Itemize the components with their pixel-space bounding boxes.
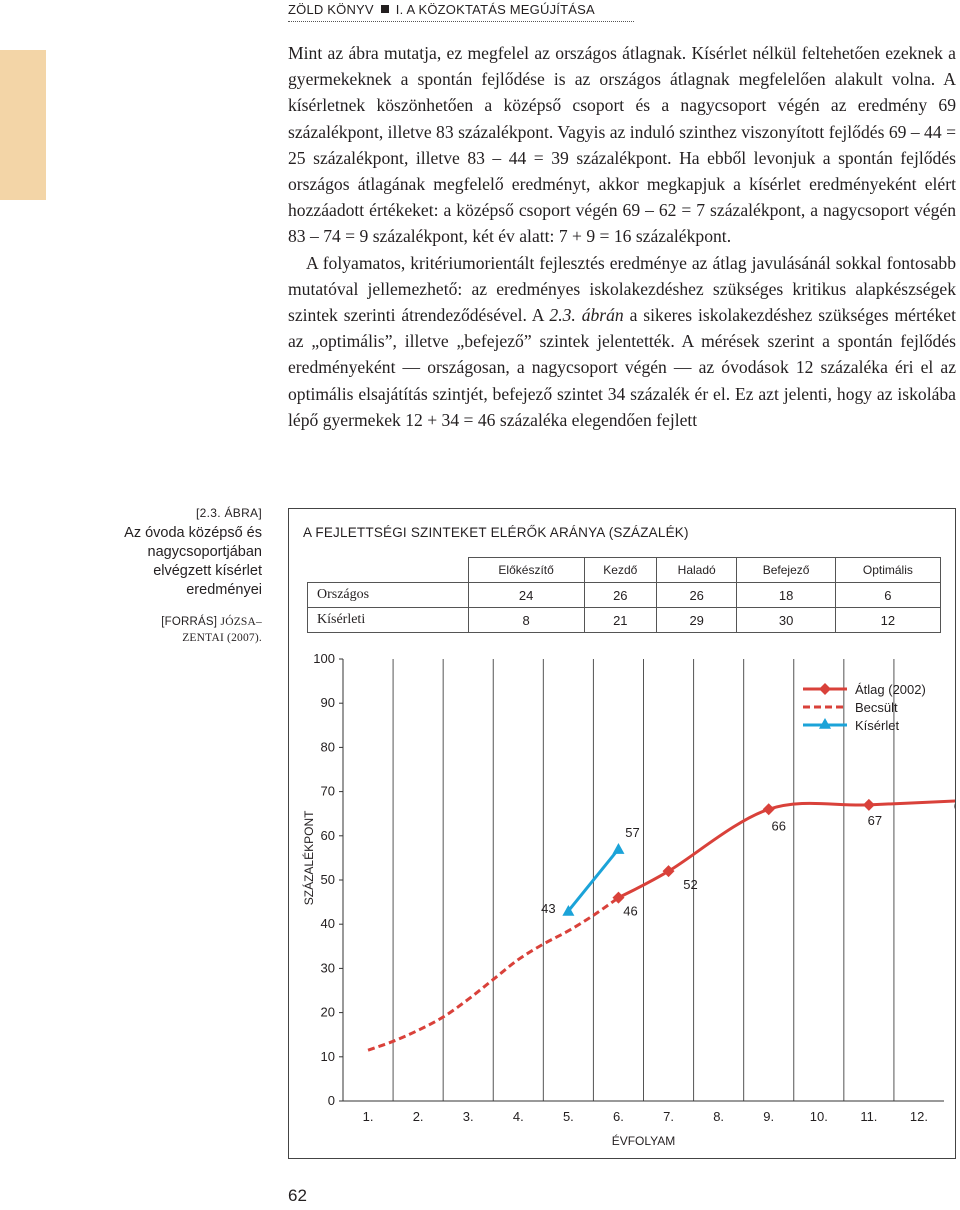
side-tab-marker	[0, 50, 46, 200]
table-cell: 24	[468, 583, 584, 608]
figure-box	[288, 508, 956, 1159]
x-tick-label: 10.	[809, 1109, 828, 1124]
table-row-label: Kísérleti	[308, 608, 469, 633]
y-tick-label: 40	[320, 916, 335, 932]
table-cell: 21	[584, 608, 656, 633]
paragraph-2-text-end: a sikeres iskolakezdéshez szükséges mértéket az „optimális”, illetve „befejező” szintek jelentették. A mérések szerint a spontán fejlődés eredményeként — országosan, a nagycsoport végén — az óvodások 12 százaléka éri el az optimális elsajátítás szintjét, befejező szintet 34 százalék ér el. Ez azt jelenti, hogy az iskolába lépő gyermekek 12 + 34 = 46 százaléka elegendően fejlett	[288, 305, 956, 430]
table-cell: 18	[737, 583, 835, 608]
paragraph-2	[288, 250, 956, 433]
source-label: [FORRÁS]	[161, 616, 218, 628]
table-cell: 26	[656, 583, 736, 608]
table-cell: 8	[468, 608, 584, 633]
table-cell: 29	[656, 608, 736, 633]
y-tick-label: 0	[327, 1093, 335, 1108]
levels-table	[307, 557, 941, 633]
y-tick-label: 60	[320, 827, 335, 843]
x-tick-label: 3.	[462, 1109, 474, 1124]
y-tick-label: 80	[320, 739, 335, 755]
line-chart	[289, 639, 955, 1154]
square-bullet-icon	[381, 5, 389, 13]
data-label-atlag: 52	[683, 877, 698, 893]
data-label-atlag: 67	[867, 812, 883, 828]
table-header-cell: Befejező	[737, 558, 835, 583]
table-row-label: Országos	[308, 583, 469, 608]
legend-marker-kiserlet	[819, 718, 831, 729]
y-tick-label: 100	[313, 651, 335, 666]
y-tick-label: 30	[320, 960, 335, 976]
legend-label-kiserlet: Kísérlet	[855, 718, 900, 733]
paragraph-2-text: A folyamatos, kritériumorientált fejlesztés eredménye az átlag javulásánál sokkal fontosabb mutatóval jellemezhető: az eredményes iskolakezdéshez szükséges kritikus alapkészségek szintek szerinti átrendeződésével. A	[288, 252, 956, 326]
y-tick-label: 20	[320, 1004, 335, 1020]
figure-number: [2.3. ÁBRA]	[196, 506, 262, 520]
data-point-atlag	[863, 799, 875, 811]
table-row	[308, 583, 941, 608]
figure-title: A FEJLETTSÉGI SZINTEKET ELÉRŐK ARÁNYA (SZÁZALÉK)	[303, 525, 689, 540]
y-axis-title: SZÁZALÉKPONT	[302, 810, 316, 906]
x-tick-label: 7.	[663, 1109, 674, 1124]
body-text	[288, 40, 956, 433]
table-cell: 30	[737, 608, 835, 633]
paragraph-1: Mint az ábra mutatja, ez megfelel az országos átlagnak. Kísérlet nélkül feltehetően ezeknek a gyermekeknek a spontán fejlődése is az országos átlagnak megfelelően alakult volna. A kísérletnek köszönhetően a középső csoport és a nagycsoport végén az eredmény 69 százalékpont, illetve 83 százalékpont. Vagyis az induló szinthez viszonyított fejlődés 69 – 44 = 25 százalékpont, illetve 83 – 44 = 39 százalékpont. Ha ebből levonjuk a spontán fejlődés országos átlagának megfelelő eredményt, akkor megkapjuk a kísérlet eredményeként elért hozzáadott értékeket: a középső csoport végén 69 – 62 = 7 százalékpont, a nagycsoport végén 83 – 74 = 9 százalékpont, két év alatt: 7 + 9 = 16 százalékpont.	[288, 43, 956, 247]
figure-source	[120, 614, 262, 646]
x-tick-label: 6.	[613, 1109, 624, 1124]
table-header-cell: Előkészítő	[468, 558, 584, 583]
x-tick-label: 2.	[412, 1109, 424, 1124]
data-label-atlag: 46	[623, 903, 638, 919]
x-tick-label: 5.	[562, 1109, 574, 1124]
table-header-row	[308, 558, 941, 583]
table-corner	[308, 558, 469, 583]
table-header-cell: Kezdő	[584, 558, 656, 583]
figure-caption-title: Az óvoda középső és nagycsoportjában elvégzett kísérlet eredményei	[124, 525, 262, 598]
chapter-title: I. A KÖZOKTATÁS MEGÚJÍTÁSA	[395, 2, 595, 17]
table-row	[308, 608, 941, 633]
y-tick-label: 50	[320, 872, 335, 887]
table-header-cell: Haladó	[656, 558, 736, 583]
data-point-kiserlet	[612, 843, 624, 854]
x-tick-label: 1.	[362, 1109, 374, 1124]
table-cell: 12	[835, 608, 940, 633]
x-tick-label: 8.	[713, 1109, 725, 1124]
page-number: 62	[288, 1186, 307, 1205]
legend-label-becsult: Becsült	[855, 700, 898, 715]
data-label-atlag: 66	[771, 818, 786, 834]
table-cell: 26	[584, 583, 656, 608]
book-title: ZÖLD KÖNYV	[288, 2, 374, 17]
legend-label-atlag: Átlag (2002)	[855, 682, 926, 697]
figure-reference: 2.3. ábrán	[549, 305, 624, 326]
y-tick-label: 70	[320, 783, 335, 799]
x-tick-label: 12.	[909, 1109, 928, 1124]
x-tick-label: 4.	[512, 1109, 524, 1124]
source-text: JÓZSA–ZENTAI (2007).	[182, 616, 262, 644]
table-cell: 6	[835, 583, 940, 608]
legend-marker-atlag	[819, 683, 831, 695]
x-axis-title: ÉVFOLYAM	[611, 1134, 676, 1148]
data-label-kiserlet: 57	[625, 825, 640, 841]
table-header-cell: Optimális	[835, 558, 940, 583]
x-tick-label: 11.	[860, 1109, 878, 1124]
data-label-atlag	[954, 798, 955, 813]
data-label-kiserlet: 43	[541, 900, 556, 916]
y-tick-label: 10	[320, 1048, 335, 1064]
x-tick-label: 9.	[763, 1109, 775, 1124]
figure-caption	[120, 506, 262, 646]
running-header	[288, 2, 634, 22]
series-line-atlag	[618, 800, 955, 897]
y-tick-label: 90	[320, 695, 335, 711]
data-point-atlag	[763, 803, 775, 815]
